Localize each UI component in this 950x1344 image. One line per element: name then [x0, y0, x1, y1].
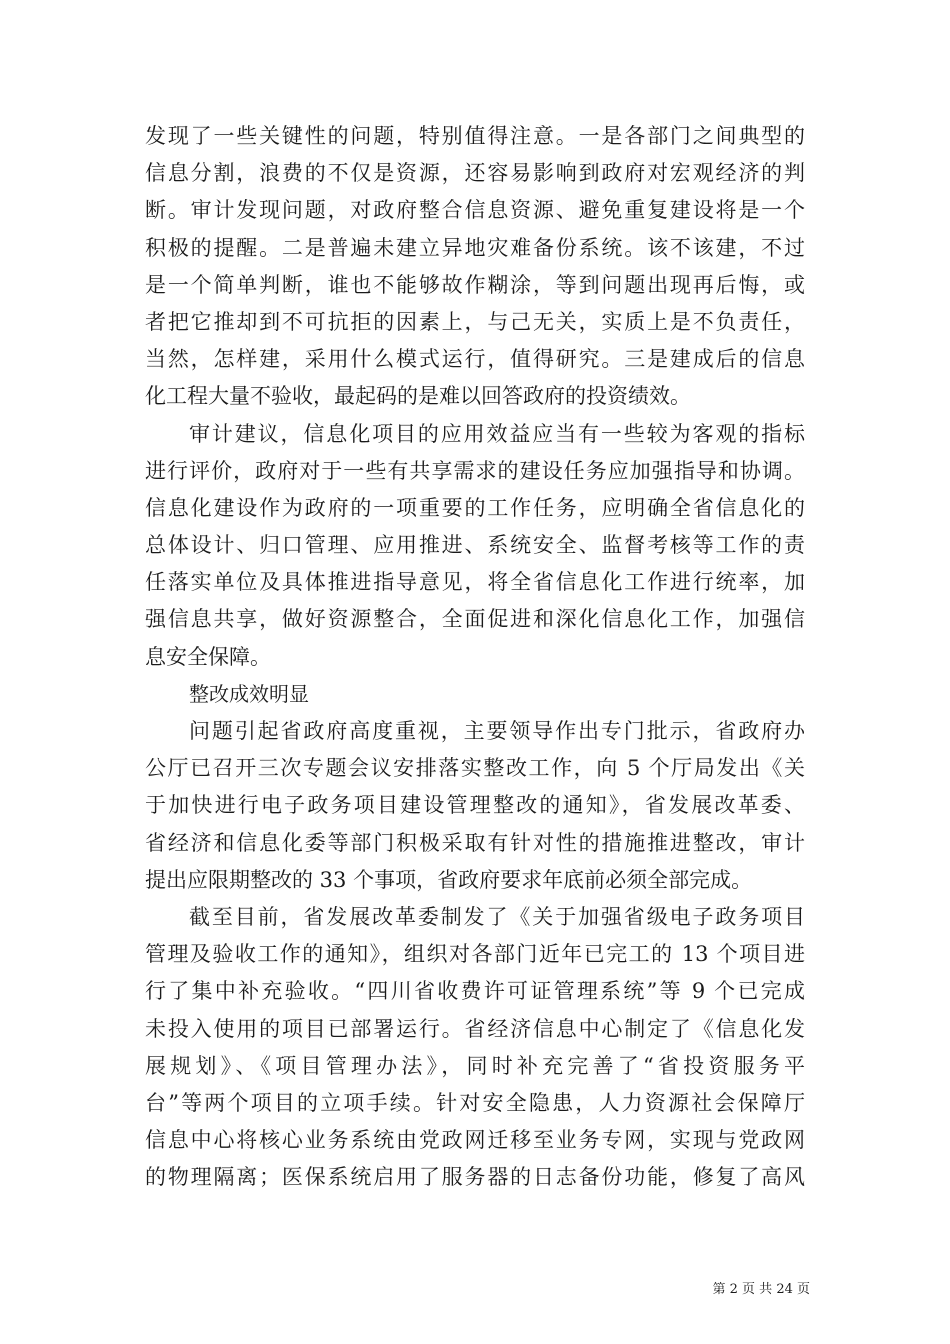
text-line: 断。审计发现问题，对政府整合信息资源、避免重复建设将是一个 — [145, 198, 805, 223]
paragraph-first-line: 问题引起省政府高度重视，主要领导作出专门批示，省政府办 — [189, 719, 805, 743]
text-line: 进行评价，政府对于一些有共享需求的建设任务应加强指导和协调。 — [145, 458, 805, 483]
text-line: 的物理隔离；医保系统启用了服务器的日志备份功能，修复了高风 — [145, 1165, 805, 1190]
text-line: 强信息共享，做好资源整合，全面促进和深化信息化工作，加强信 — [145, 607, 805, 632]
page-number-footer: 第 2 页 共 24 页 — [712, 1282, 810, 1297]
text-line: 展规划》、《项目管理办法》，同时补充完善了“省投资服务平 — [145, 1053, 805, 1078]
text-line: 于加快进行电子政务项目建设管理整改的通知》，省发展改革委、 — [145, 793, 805, 818]
text-line: 发现了一些关键性的问题，特别值得注意。一是各部门之间典型的 — [145, 124, 805, 148]
text-line: 积极的提醒。二是普遍未建立异地灾难备份系统。该不该建，不过 — [145, 235, 805, 260]
text-line: 台”等两个项目的立项手续。针对安全隐患，人力资源社会保障厅 — [145, 1090, 805, 1115]
text-line: 信息化建设作为政府的一项重要的工作任务，应明确全省信息化的 — [145, 495, 805, 520]
text-line: 息安全保障。 — [145, 644, 271, 669]
body-text — [145, 118, 805, 1196]
text-line: 者把它推却到不可抗拒的因素上，与己无关，实质上是不负责任， — [145, 309, 805, 334]
paragraph-first-line: 审计建议，信息化项目的应用效益应当有一些较为客观的指标 — [189, 421, 805, 446]
text-line: 当然，怎样建，采用什么模式运行，值得研究。三是建成后的信息 — [145, 347, 805, 372]
text-line: 公厅已召开三次专题会议安排落实整改工作，向 5 个厅局发出《关 — [145, 756, 805, 781]
text-line: 管理及验收工作的通知》，组织对各部门近年已完工的 13 个项目进 — [145, 942, 805, 967]
text-line: 化工程大量不验收，最起码的是难以回答政府的投资绩效。 — [145, 384, 691, 409]
text-line: 是一个简单判断，谁也不能够故作糊涂，等到问题出现再后悔，或 — [145, 272, 805, 297]
section-heading: 整改成效明显 — [189, 681, 309, 706]
text-line: 行了集中补充验收。“四川省收费许可证管理系统”等 9 个已完成 — [145, 979, 805, 1004]
text-line: 未投入使用的项目已部署运行。省经济信息中心制定了《信息化发 — [145, 1016, 805, 1041]
paragraph-first-line: 截至目前，省发展改革委制发了《关于加强省级电子政务项目 — [189, 904, 805, 929]
text-line: 提出应限期整改的 33 个事项，省政府要求年底前必须全部完成。 — [145, 867, 753, 892]
text-line: 信息中心将核心业务系统由党政网迁移至业务专网，实现与党政网 — [145, 1128, 805, 1153]
text-line: 任落实单位及具体推进指导意见，将全省信息化工作进行统率，加 — [145, 570, 805, 595]
text-line: 总体设计、归口管理、应用推进、系统安全、监督考核等工作的责 — [145, 533, 805, 558]
text-line: 信息分割，浪费的不仅是资源，还容易影响到政府对宏观经济的判 — [145, 161, 805, 186]
text-line: 省经济和信息化委等部门积极采取有针对性的措施推进整改，审计 — [145, 830, 805, 855]
